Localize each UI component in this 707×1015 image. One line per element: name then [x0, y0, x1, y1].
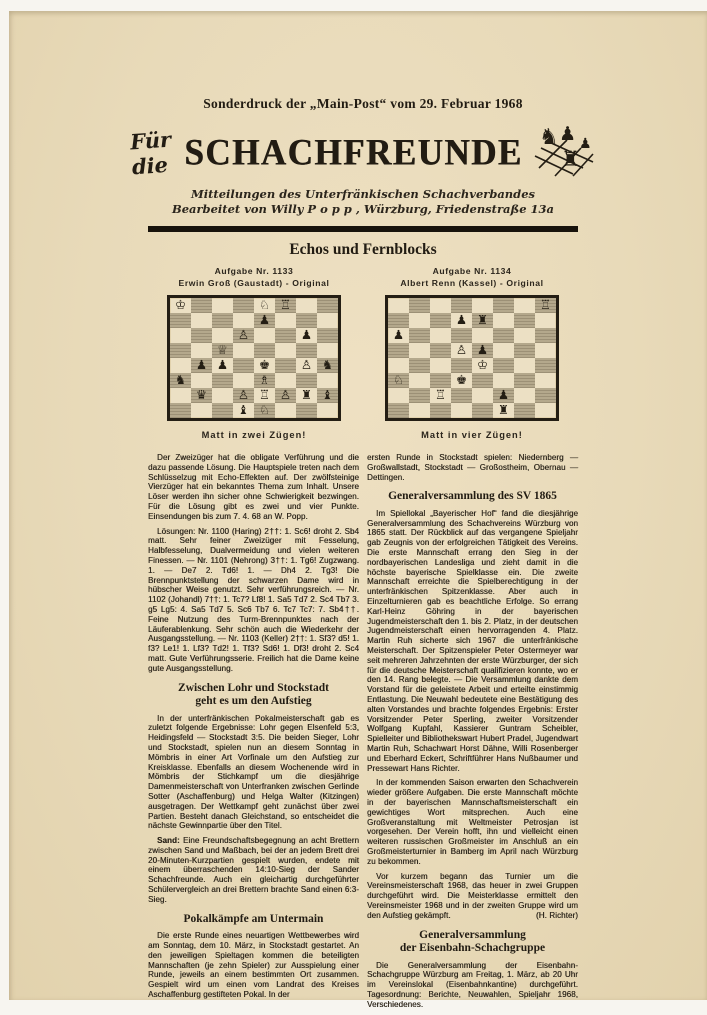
board-square [430, 298, 451, 313]
newsletter-page [9, 11, 707, 1000]
board-square: ♖ [275, 298, 296, 313]
board-square: ♙ [451, 343, 472, 358]
board-square [275, 328, 296, 343]
board-square: ♔ [472, 358, 493, 373]
board-square [170, 358, 191, 373]
board-square [388, 343, 409, 358]
problem-number: Aufgabe Nr. 1133 [215, 266, 294, 278]
left-column [148, 453, 359, 1015]
board-square: ♟ [191, 358, 212, 373]
masthead [148, 122, 578, 183]
board-square [254, 328, 275, 343]
svg-text:♟: ♟ [579, 136, 592, 152]
board-square [514, 313, 535, 328]
svg-text:♜: ♜ [561, 147, 580, 171]
board-square [535, 403, 556, 418]
board-square [451, 388, 472, 403]
board-square: ♜ [296, 388, 317, 403]
sand-paragraph: Sand: Eine Freundschaftsbegegnung an acht Brettern zwischen Sand und Maßbach, bei der an jedem Brett drei 20-Minuten-Kurzpartien gespielt wurden, endete mit einem überraschenden 14:10-Sieg der Sander Schachfreunde. Auch ein gleichartig durchgeführter Schülervergleich an drei Brettern brachte Sand einen 6:3-Sieg. [148, 836, 359, 905]
author-signature: (H. Richter) [536, 911, 578, 921]
board-square [317, 403, 338, 418]
board-square [535, 328, 556, 343]
board-square: ♖ [430, 388, 451, 403]
board-square [430, 373, 451, 388]
board-square [233, 313, 254, 328]
problem-author: Albert Renn (Kassel) - Original [400, 278, 543, 290]
heading-pokal: Pokalkämpfe am Untermain [148, 913, 359, 927]
board-square [233, 343, 254, 358]
board-square [296, 298, 317, 313]
board-square [191, 403, 212, 418]
board-square [409, 358, 430, 373]
board-square [409, 298, 430, 313]
board-square [317, 313, 338, 328]
board-square [388, 388, 409, 403]
board-square [296, 373, 317, 388]
board-square [472, 403, 493, 418]
board-square [296, 403, 317, 418]
board-square [275, 373, 296, 388]
board-square [212, 298, 233, 313]
stipulation: Matt in zwei Zügen! [202, 430, 307, 440]
lohr-paragraph: In der unterfränkischen Pokalmeisterschaft gab es zuletzt folgende Ergebnisse: Lohr gegen Elsenfeld 5:3, Heidingsfeld — Stockstadt 3:5. Die beiden Sieger, Lohr und Stockstadt, spielen nun an diesem Sonntag in Mömbris in einer Art Vorfinale um den Aufstieg zur Kreisklasse. Ebenfalls an diesem Wochenende wird in Mömbris der Stichkampf um die diesjährige Damenmeisterschaft von Unterfranken zwischen Gerlinde Sotter (Aschaffenburg) und Helga Walter (Kitzingen) ausgetragen. Der Wettkampf geht zunächst über zwei Partien. Besteht danach Gleichstand, so entscheidet die nächste Gewinnpartie über den Titel. [148, 714, 359, 832]
board-square [514, 388, 535, 403]
board-square [212, 388, 233, 403]
board-square [191, 328, 212, 343]
board-square: ♟ [296, 328, 317, 343]
board-square [409, 343, 430, 358]
sv-paragraph-1: Im Spiellokal „Bayerischer Hof“ fand die diesjährige Generalversammlung des Schachvereins Würzburg von 1865 statt. Der Rückblick auf das vergangene Spieljahr gab Zeugnis von der erfolgreichen Tätigkeit des Vereins. Die erste Mannschaft errang den Sieg in der nordbayerischen Landesliga und zieht damit in die höchste bayerische Spielklasse ein. Die zweite Mannschaft erreichte die Spielberechtigung in der unterfränkischen Spitzenklasse. Aber auch in Einzelturnieren gab es beachtliche Erfolge. So errang Karl-Heinz Göhring in der bayerischen Jugendmeisterschaft den 1. bis 2. Platz, in der deutschen Jugendmeisterschaft einen hervorragenden 4. Platz. Martin Ruh sicherte sich 1967 die unterfränkische Meisterschaft. Der Spitzenspieler Peter Ostermeyer war seit mehreren Jahrzehnten der erste Würzburger, der sich für die deutsche Meisterschaft qualifizieren konnte, wo er den 14. Rang belegte. — Die Versammlung dankte dem Vorstand für die geleistete Arbeit und erteilte einstimmig Entlastung. Die Neuwahl bedeutete eine Bestätigung des alten Vorstandes und brachte folgendes Ergebnis: Erster Vorsitzender Peter Sperling, zweiter Vorsitzender Wolfgang Kupfahl, Kassierer Guntram Scheibler, Spielleiter und Bibliothekswart Hubert Pradel, Jugendwart Martin Ruh, Schachwart Horst Dähne, Willi Rosenberger und Eberhard Eckert, Schriftführer Hans Nußbaumer und Pressewart Hans Richter. [367, 509, 578, 774]
board-square [212, 328, 233, 343]
board-square: ♝ [317, 388, 338, 403]
board-square: ♔ [170, 298, 191, 313]
chess-problem-1134 [366, 266, 578, 440]
board-square [212, 313, 233, 328]
problem-author: Erwin Groß (Gaustadt) - Original [179, 278, 330, 290]
board-square [493, 328, 514, 343]
board-square: ♘ [254, 298, 275, 313]
subtitle-line-1: Mitteilungen des Unterfränkischen Schachverbandes [148, 187, 578, 202]
board-square: ♚ [254, 358, 275, 373]
board-square [275, 403, 296, 418]
board-square [212, 373, 233, 388]
board-square: ♟ [451, 313, 472, 328]
board-square [472, 328, 493, 343]
sv-paragraph-3: Vor kurzem begann das Turnier um die Vereinsmeisterschaft 1968, das heuer in zwei Gruppen durchgeführt wird. Die Meisterklasse ermittelt den Vereinsmeister 1968 und in der zweiten Gruppe wird um den Aufstieg gekämpft. (H. Richter) [367, 872, 578, 921]
board-square [493, 343, 514, 358]
board-square [170, 343, 191, 358]
board-square: ♟ [493, 388, 514, 403]
board-square: ♛ [191, 388, 212, 403]
board-square [275, 358, 296, 373]
board-square [451, 328, 472, 343]
board-square [317, 328, 338, 343]
board-square [535, 373, 556, 388]
intro-paragraph: Der Zweizüger hat die obligate Verführung und die dazu passende Lösung. Die Hauptspiele treten nach dem Schlüsselzug mit Echo-Effekten auf. Der zwölfsteinige Vierzüger hat ein bekanntes Thema zum Inhalt. Unsere Löser werden ihn sicher ohne Schwierigkeit bezwingen. Für die Lösung gibt es zwei und vier Punkte. Einsendungen bis zum 7. 4. 68 an W. Popp. [148, 453, 359, 522]
right-column [367, 453, 578, 1015]
board-square [170, 403, 191, 418]
board-square: ♜ [472, 313, 493, 328]
heading-sv-1865: Generalversammlung des SV 1865 [367, 490, 578, 504]
board-square [254, 343, 275, 358]
board-square [514, 343, 535, 358]
board-square [233, 373, 254, 388]
heading-lohr-stockstadt: Zwischen Lohr und Stockstadt geht es um den Aufstieg [148, 682, 359, 709]
board-square: ♟ [472, 343, 493, 358]
divider-bar [148, 226, 578, 232]
board-square [409, 313, 430, 328]
solutions-paragraph: Lösungen: Nr. 1100 (Haring) 2††: 1. Sc6! droht 2. Sb4 matt. Sehr feiner Zweizüger mit Fesselung, Halbfesselung, Dualvermeidung und vielen weiteren Finessen. — Nr. 1101 (Nehrong) 3††: 1. Tg6! Zugzwang. 1. — De7 2. Td6! 1. — Dh4 2. Tg3! Die Brennpunktstellung der schwarzen Dame wird in hübscher Weise genutzt. Sehr verführungsreich. — Nr. 1102 (Johandl) 7††: 1. Tc7? Lf8! 1. Sa5 Td7 2. Sc4 Tb7 3. g5 Lg5: 4. Sa5 Td7 5. Sc6 Tb7 6. Tc7 Tc7: 7. Sb4††. Feine Nutzung des Turm-Brennpunktes nach der Läuferablenkung. Sehr schön auch die Wiederkehr der Ausgangsstellung. — Nr. 1103 (Keller) 2††: 1. Sf3? d5! 1. f3? Le1! 1. Lf3? Td2! 1. Tf3? Sd6! 1. Df3! droht 2. Sc4 matt. Gute Verführungsserie. Freilich hat die Dame keine gute Ausgangsstellung. [148, 527, 359, 674]
board-square [451, 403, 472, 418]
article-columns [148, 453, 578, 1015]
board-square: ♙ [296, 358, 317, 373]
chess-problem-1133 [148, 266, 360, 440]
board-square [493, 298, 514, 313]
heading-eisenbahn: Generalversammlung der Eisenbahn-Schachgruppe [367, 929, 578, 956]
board-square [275, 313, 296, 328]
board-square [514, 328, 535, 343]
board-square: ♙ [233, 388, 254, 403]
board-square [514, 358, 535, 373]
chess-problems-row [148, 266, 578, 440]
board-square [170, 388, 191, 403]
sand-lead: Sand: [157, 836, 180, 845]
board-square: ♙ [275, 388, 296, 403]
board-square [430, 313, 451, 328]
board-square [191, 313, 212, 328]
board-square [388, 313, 409, 328]
overline: Sonderdruck der „Main-Post“ vom 29. Februar 1968 [148, 96, 578, 112]
board-square [296, 343, 317, 358]
board-square [296, 313, 317, 328]
sv-paragraph-2: In der kommenden Saison erwarten den Schachverein wieder größere Aufgaben. Die erste Mannschaft möchte in der bayerischen Mannschaftsmeisterschaft ein gewichtiges Wort mitsprechen. Auch eine Großveranstaltung mit Weltmeister Petrosjan ist vorgesehen. Der Verein hofft, ihn und vielleicht einen weiteren russischen Großmeister im Anschluß an ein Großmeisterturnier in Bamberg im April nach Würzburg zu bekommen. [367, 778, 578, 866]
board-square [493, 313, 514, 328]
board-square [191, 298, 212, 313]
board-square: ♟ [212, 358, 233, 373]
section-title: Echos und Fernblocks [148, 241, 578, 259]
board-square: ♟ [388, 328, 409, 343]
stipulation: Matt in vier Zügen! [421, 430, 523, 440]
board-square [493, 373, 514, 388]
board-square [317, 373, 338, 388]
board-square [451, 298, 472, 313]
board-square [493, 358, 514, 373]
subtitle-line-2: Bearbeitet von Willy P o p p , Würzburg, Friedenstraße 13a [148, 202, 578, 217]
chess-board-1134 [385, 295, 559, 421]
board-square [191, 373, 212, 388]
board-square [451, 358, 472, 373]
board-square: ♟ [254, 313, 275, 328]
board-square [535, 343, 556, 358]
board-square [472, 298, 493, 313]
board-square: ♜ [493, 403, 514, 418]
board-square [430, 343, 451, 358]
board-square [535, 358, 556, 373]
continuation-paragraph: ersten Runde in Stockstadt spielen: Niedernberg — Großwallstadt, Stockstadt — Großostheim, Obernau — Dettingen. [367, 453, 578, 482]
board-square [472, 373, 493, 388]
board-square: ♞ [170, 373, 191, 388]
pokal-paragraph: Die erste Runde eines neuartigen Wettbewerbes wird am Sonntag, dem 10. März, in Stockstadt gestartet. An den jeweiligen Spieltagen kommen die beteiligten Mannschaften (je zehn Spieler) zur Ausspielung einer Runde, jeweils an einem bestimmten Ort zusammen. Gespielt wird um einen vom Landrat des Kreises Aschaffenburg gestifteten Pokal. In der [148, 931, 359, 1000]
board-square [430, 358, 451, 373]
board-square [535, 313, 556, 328]
board-square [388, 403, 409, 418]
board-square [233, 298, 254, 313]
board-square [535, 388, 556, 403]
board-square [430, 328, 451, 343]
svg-text:♞: ♞ [539, 125, 559, 150]
board-square: ♘ [388, 373, 409, 388]
chess-pieces-illustration-icon [533, 122, 595, 183]
board-square [317, 298, 338, 313]
board-square: ♕ [212, 343, 233, 358]
board-square [514, 373, 535, 388]
board-square [317, 343, 338, 358]
page-title: SCHACHFREUNDE [184, 132, 522, 174]
board-square [275, 343, 296, 358]
board-square [170, 313, 191, 328]
chess-board-1133 [167, 295, 341, 421]
board-square: ♘ [254, 403, 275, 418]
title-prefix: Für die [130, 126, 174, 179]
board-square: ♞ [317, 358, 338, 373]
board-square [388, 298, 409, 313]
board-square: ♙ [233, 328, 254, 343]
board-square: ♝ [233, 403, 254, 418]
board-square [409, 373, 430, 388]
board-square [430, 403, 451, 418]
board-square: ♖ [254, 388, 275, 403]
board-square [514, 403, 535, 418]
eisenbahn-paragraph: Die Generalversammlung der Eisenbahn-Schachgruppe Würzburg am Freitag, 1. März, ab 20 Uhr im Vereinslokal (Eisenbahnkantine) durchgeführt. Tagesordnung: Berichte, Neuwahlen, Spieljahr 1968, Verschiedenes. [367, 961, 578, 1010]
board-square [191, 343, 212, 358]
board-square [472, 388, 493, 403]
board-square: ♚ [451, 373, 472, 388]
problem-number: Aufgabe Nr. 1134 [433, 266, 512, 278]
board-square [409, 403, 430, 418]
board-square [409, 328, 430, 343]
board-square [388, 358, 409, 373]
svg-text:♟: ♟ [559, 123, 576, 145]
board-square: ♖ [535, 298, 556, 313]
board-square [212, 403, 233, 418]
board-square [233, 358, 254, 373]
board-square [170, 328, 191, 343]
page-content [148, 11, 578, 1015]
board-square [409, 388, 430, 403]
board-square [514, 298, 535, 313]
board-square: ♗ [254, 373, 275, 388]
